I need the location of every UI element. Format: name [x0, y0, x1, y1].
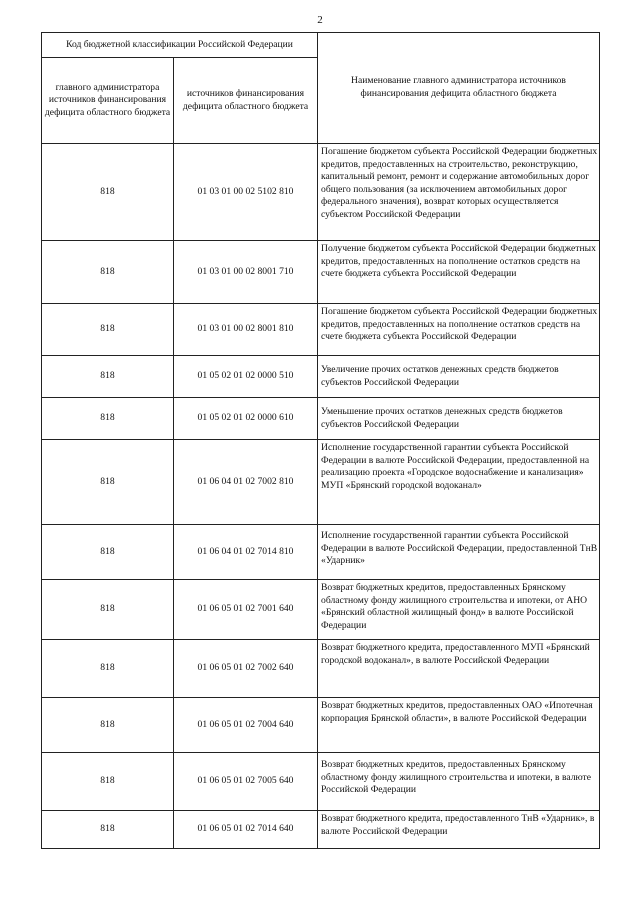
source-code-cell: 01 05 02 01 02 0000 610 — [174, 398, 318, 440]
table-row — [42, 640, 600, 698]
table-row — [42, 698, 600, 753]
table-header-row — [42, 33, 600, 58]
header-group-title: Код бюджетной классификации Российской Федерации — [42, 33, 318, 58]
name-cell: Погашение бюджетом субъекта Российской Федерации бюджетных кредитов, предоставленных на пополнение остатков средств на счете бюджета субъекта Российской Федерации — [318, 304, 600, 356]
name-cell: Исполнение государственной гарантии субъекта Российской Федерации в валюте Российской Федерации, предоставленной ТнВ «Ударник» — [318, 525, 600, 580]
admin-code-cell: 818 — [42, 811, 174, 849]
admin-code-cell: 818 — [42, 144, 174, 241]
header-name-column: Наименование главного администратора источников финансирования дефицита областного бюджета — [318, 33, 600, 144]
budget-classification-table — [41, 32, 600, 849]
name-cell: Исполнение государственной гарантии субъекта Российской Федерации в валюте Российской Федерации, предоставленной на реализацию проекта «Городское водоснабжение и канализация» МУП «Брянский городской водоканал» — [318, 440, 600, 525]
page-number: 2 — [317, 14, 323, 26]
admin-code-cell: 818 — [42, 698, 174, 753]
table-row — [42, 304, 600, 356]
header-admin-column: главного администратора источников финансирования дефицита областного бюджета — [42, 58, 174, 144]
source-code-cell: 01 06 05 01 02 7014 640 — [174, 811, 318, 849]
name-cell: Получение бюджетом субъекта Российской Федерации бюджетных кредитов, предоставленных на пополнение остатков средств на счете бюджета субъекта Российской Федерации — [318, 241, 600, 304]
source-code-cell: 01 03 01 00 02 5102 810 — [174, 144, 318, 241]
source-code-cell: 01 06 05 01 02 7002 640 — [174, 640, 318, 698]
table-row — [42, 241, 600, 304]
admin-code-cell: 818 — [42, 440, 174, 525]
source-code-cell: 01 06 05 01 02 7001 640 — [174, 580, 318, 640]
admin-code-cell: 818 — [42, 398, 174, 440]
source-code-cell: 01 05 02 01 02 0000 510 — [174, 356, 318, 398]
table-row — [42, 398, 600, 440]
name-cell: Возврат бюджетного кредита, предоставленного МУП «Брянский городской водоканал», в валюте Российской Федерации — [318, 640, 600, 698]
source-code-cell: 01 06 04 01 02 7014 810 — [174, 525, 318, 580]
table-row — [42, 440, 600, 525]
name-cell: Возврат бюджетных кредитов, предоставленных Брянскому областному фонду жилищного строительства и ипотеки, в валюте Российской Федерации — [318, 753, 600, 811]
source-code-cell: 01 03 01 00 02 8001 710 — [174, 241, 318, 304]
table-row — [42, 580, 600, 640]
admin-code-cell: 818 — [42, 753, 174, 811]
table-row — [42, 144, 600, 241]
table-row — [42, 356, 600, 398]
source-code-cell: 01 06 05 01 02 7005 640 — [174, 753, 318, 811]
table-row — [42, 753, 600, 811]
name-cell: Возврат бюджетных кредитов, предоставленных ОАО «Ипотечная корпорация Брянской области», в валюте Российской Федерации — [318, 698, 600, 753]
admin-code-cell: 818 — [42, 304, 174, 356]
admin-code-cell: 818 — [42, 580, 174, 640]
source-code-cell: 01 03 01 00 02 8001 810 — [174, 304, 318, 356]
admin-code-cell: 818 — [42, 356, 174, 398]
name-cell: Уменьшение прочих остатков денежных средств бюджетов субъектов Российской Федерации — [318, 398, 600, 440]
source-code-cell: 01 06 05 01 02 7004 640 — [174, 698, 318, 753]
table-row — [42, 811, 600, 849]
admin-code-cell: 818 — [42, 640, 174, 698]
admin-code-cell: 818 — [42, 241, 174, 304]
header-source-column: источников финансирования дефицита областного бюджета — [174, 58, 318, 144]
admin-code-cell: 818 — [42, 525, 174, 580]
source-code-cell: 01 06 04 01 02 7002 810 — [174, 440, 318, 525]
name-cell: Возврат бюджетного кредита, предоставленного ТнВ «Ударник», в валюте Российской Федерации — [318, 811, 600, 849]
name-cell: Погашение бюджетом субъекта Российской Федерации бюджетных кредитов, предоставленных на строительство, реконструкцию, капитальный ремонт, ремонт и содержание автомобильных дорог общего пользования (за исключением автомобильных дорог федерального значения), возврат которых осуществляется субъектом Российской Федерации — [318, 144, 600, 241]
name-cell: Увеличение прочих остатков денежных средств бюджетов субъектов Российской Федерации — [318, 356, 600, 398]
name-cell: Возврат бюджетных кредитов, предоставленных Брянскому областному фонду жилищного строительства и ипотеки, от АНО «Брянский областной жилищный фонд» в валюте Российской Федерации — [318, 580, 600, 640]
table-row — [42, 525, 600, 580]
